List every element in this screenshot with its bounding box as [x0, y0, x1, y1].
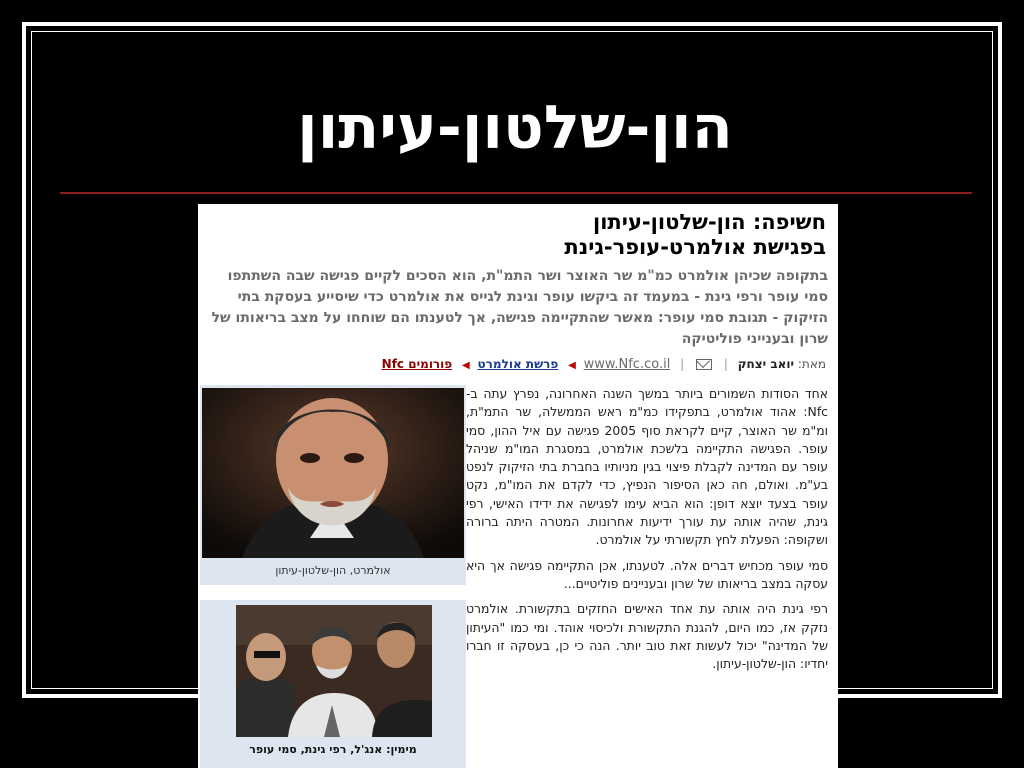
olmert-affair-link[interactable]: פרשת אולמרט [477, 357, 559, 371]
group-photo [236, 605, 432, 737]
photo-box-olmert [200, 385, 466, 585]
slide-title: הון-שלטון-עיתון [297, 93, 733, 163]
group-photo-image [236, 605, 432, 737]
byline-separator: | [723, 357, 728, 371]
body-paragraph: סמי עופר מכחיש דברים אלה. לטענתו, אכן התקיימה פגישה אך היא עסקה במצב בריאותו של שרון ובעניינים פוליטיים... [466, 557, 828, 591]
article-subhead: בתקופה שכיהן אולמרט כמ"מ שר האוצר ושר התמ"ת, הוא הסכים לקיים פגישה שבה השתתפו סמי עופר ורפי גינת - במעמד זה ביקשו עופר וגינת לגייס את אולמרט כדי שיסייע בעסקת בתי הזיקוק - תגובת סמי עופר: מאשר שהתקיימה פגישה, אך לטענתו הם שוחחו על מצב בריאותו של שרון ובענייני פוליטיקה [211, 268, 828, 347]
body-paragraph: אחד הסודות השמורים ביותר במשך השנה האחרונה, נפרץ עתה ב-Nfc: אהוד אולמרט, בתפקידו כמ"מ ראש הממשלה, שר התמ"ת, ומ"מ שר האוצר, קיים לקראת סוף 2005 פגישה עם איל ההון, סמי עופר. הפגישה התקיימה בלשכת אולמרט, במסגרת המו"מ שניהל עופר עם המדינה לקבלת פיצוי בגין מניותיו בחברת בתי הזיקוק לנפט בע"מ. ואולם, חה כאן הסיפור הנפיץ, כדי לקדם את המו"מ, נקט עופר בצעד יוצא דופן: הוא הביא עימו לפגישה את ידידו האישי, רפי גינת, שהיה אותה עת עורך ידיעות אחרונות. המטרה היתה ברורה ושקופה: הפעלת לחץ תקשורתי על אולמרט. [466, 386, 828, 548]
byline-author: יואב יצחק [737, 357, 795, 371]
article-clipping [198, 204, 838, 768]
byline-from-label: מאת: [797, 357, 826, 371]
olmert-photo [202, 388, 464, 558]
headline-line-2: בפגישת אולמרט-עופר-גינת [564, 235, 826, 259]
article-body [466, 385, 828, 680]
envelope-icon[interactable] [696, 359, 712, 370]
article-headline [206, 210, 826, 260]
photo-caption: מימין: אנג'ל, רפי גינת, סמי עופר [249, 743, 417, 756]
site-link[interactable]: www.Nfc.co.il [583, 357, 671, 372]
forums-link[interactable]: פורומים Nfc [381, 357, 453, 371]
headline-line-1: חשיפה: הון-שלטון-עיתון [593, 210, 826, 234]
byline-separator: | [680, 357, 685, 371]
title-divider [60, 192, 972, 194]
olmert-photo-image [202, 388, 464, 558]
article-byline [206, 354, 826, 374]
photo-caption: אולמרט, הון-שלטון-עיתון [275, 564, 391, 577]
body-paragraph: רפי גינת היה אותה עת אחד האישים החזקים בתקשורת. אולמרט נזקק אז, כמו היום, להגנת התקשורת ולכיסוי אוהד. ומי כמו "העיתון של המדינה" יכול לעשות זאת טוב יותר. הנה כי כן, בעסקה זו חברו יחדיו: הון-שלטון-עיתון. [466, 601, 828, 672]
photo-box-group [200, 600, 466, 768]
arrow-left-icon: ◀ [462, 360, 470, 371]
arrow-left-icon: ◀ [568, 360, 576, 371]
